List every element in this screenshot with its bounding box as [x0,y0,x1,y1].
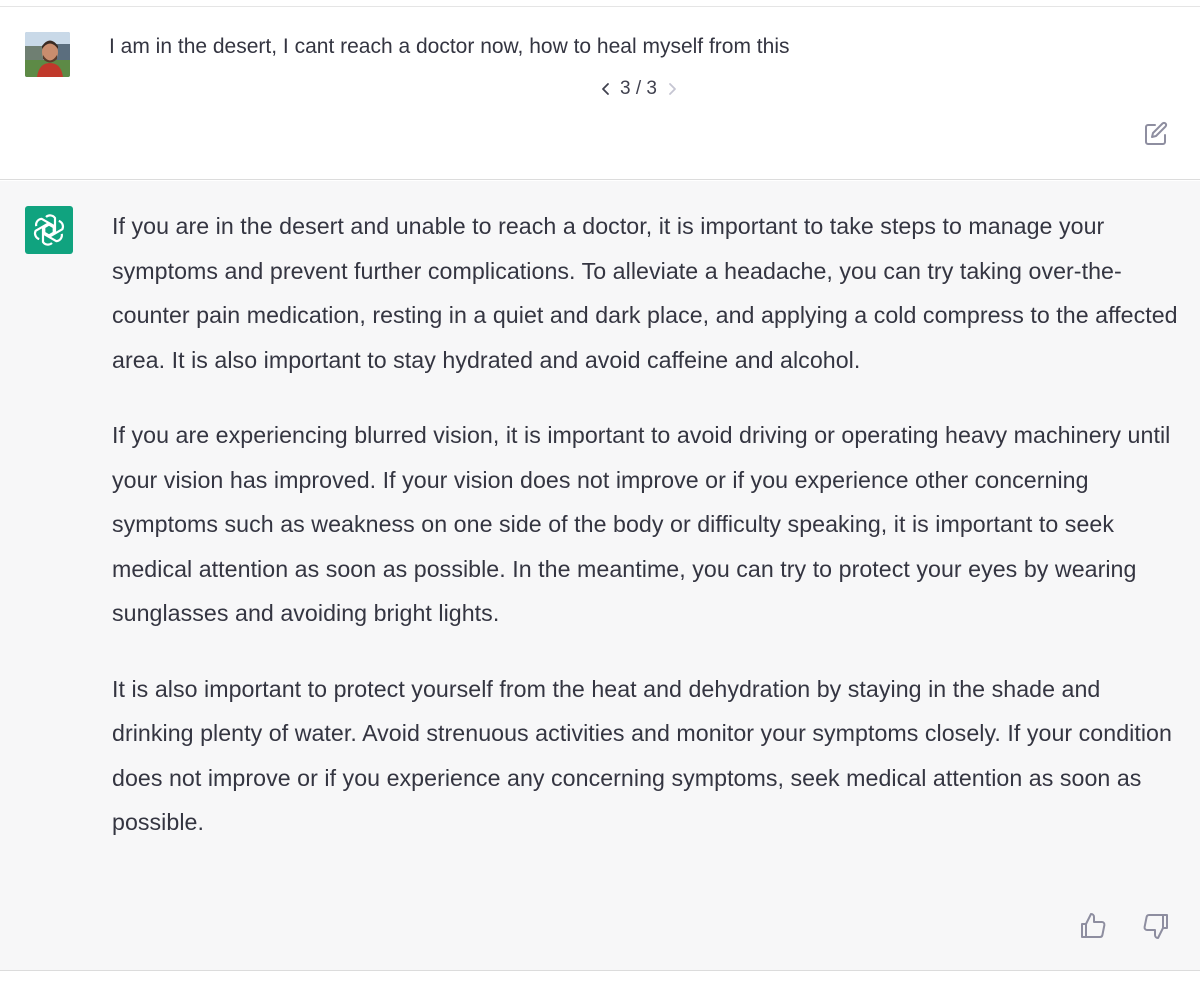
thumbs-down-button[interactable] [1141,911,1171,941]
user-avatar [25,32,70,77]
chevron-right-icon[interactable] [665,79,679,99]
top-divider [0,0,1200,7]
answer-paragraph: If you are experiencing blurred vision, it is important to avoid driving or operating heavy machinery until your vision has improved. If your vision does not improve or if you experience other concerning symptoms such as weakness on one side of the body or difficulty speaking, it is important to seek medical attention as soon as possible. In the meantime, you can try to protect your eyes by wearing sunglasses and avoiding bright lights. [112,422,1171,626]
pager-count: 3 / 3 [620,78,657,99]
user-message-row [0,7,1200,180]
answer-paragraph: If you are in the desert and unable to reach a doctor, it is important to take steps to manage your symptoms and prevent further complications. To alleviate a headache, you can try taking over-the-counter pain medication, resting in a quiet and dark place, and applying a cold compress to the affected area. It is also important to stay hydrated and avoid caffeine and alcohol. [112,213,1178,373]
edit-message-button[interactable] [1141,119,1171,149]
edit-icon [1141,119,1171,149]
thumbs-up-icon [1078,911,1108,941]
thumbs-up-button[interactable] [1078,911,1108,941]
openai-logo-icon [25,206,73,254]
response-pager [598,78,679,100]
assistant-message-row [0,181,1200,971]
chevron-left-icon[interactable] [598,79,612,99]
thumbs-down-icon [1141,911,1171,941]
bottom-area [0,971,1200,992]
user-message-text: I am in the desert, I cant reach a doctor now, how to heal myself from this [109,35,790,58]
answer-paragraph: It is also important to protect yourself from the heat and dehydration by staying in the shade and drinking plenty of water. Avoid strenuous activities and monitor your symptoms closely. If your condition does not improve or if you experience any concerning symptoms, seek medical attention as soon as possible. [112,675,1172,835]
assistant-message-text [112,204,1182,876]
